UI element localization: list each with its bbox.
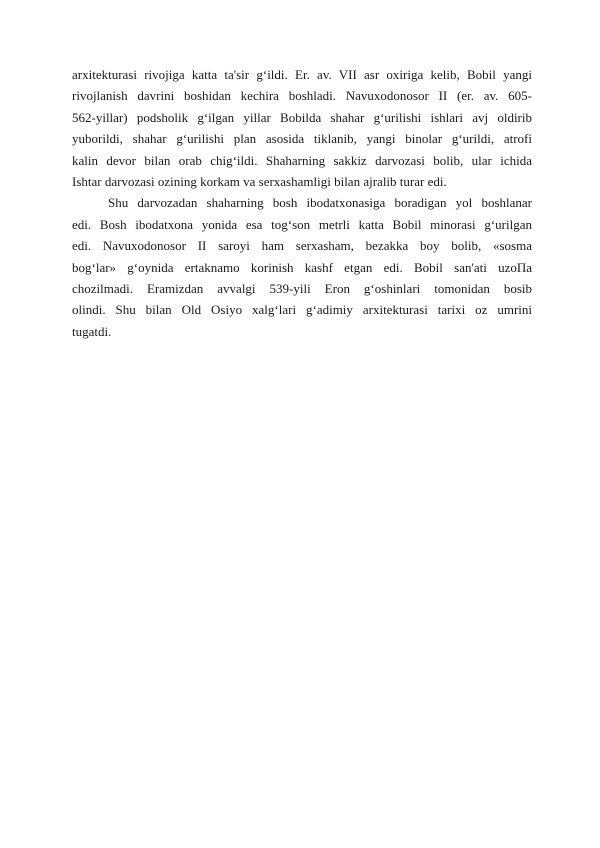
text-line: olindi. Shu bilan Old Osiyo xalg‘lari g‘adimiy arxitekturasi tarixi oz umrini <box>72 302 532 318</box>
text-line: chozilmadi. Eramizdan avvalgi 539-yili Eron g‘oshinlari tomonidan bosib <box>72 280 532 296</box>
paragraph-1 <box>72 64 532 192</box>
text-line: Shu darvozadan shaharning bosh ibodatxonasiga boradigan yol boshlanar <box>108 195 532 211</box>
text-line: tugatdi. <box>72 323 112 339</box>
text-line: Ishtar darvozasi ozining korkam va serxashamligi bilan ajralib turar edi. <box>72 173 447 189</box>
text-line: yuborildi, shahar g‘urilishi plan asosida tiklanib, yangi binolar g‘urildi, atrofi <box>72 131 532 147</box>
text-line: rivojlanish davrini boshidan kechira boshladi. Navuxodonosor II (er. av. 605- <box>72 88 532 104</box>
body-text <box>72 64 532 342</box>
text-line: bog‘lar» g‘oynida ertaknamo korinish kashf etgan edi. Bobil san'ati uzoПа <box>72 259 532 275</box>
paragraph-2 <box>72 192 532 342</box>
text-line: edi. Bosh ibodatxona yonida esa tog‘son metrli katta Bobil minorasi g‘urilgan <box>72 216 532 232</box>
text-line: arxitekturasi rivojiga katta ta'sir g‘ildi. Er. av. VII asr oxiriga kelib, Bobil yangi <box>72 67 532 82</box>
text-line: edi. Navuxodonosor II saroyi ham serxasham, bezakka boy bolib, «sosma <box>72 238 532 254</box>
text-line: 562-yillar) podsholik g‘ilgan yillar Bobilda shahar g‘urilishi ishlari avj oldirib <box>72 109 532 125</box>
text-line: kalin devor bilan orab chig‘ildi. Shaharning sakkiz darvozasi bolib, ular ichida <box>72 152 532 168</box>
